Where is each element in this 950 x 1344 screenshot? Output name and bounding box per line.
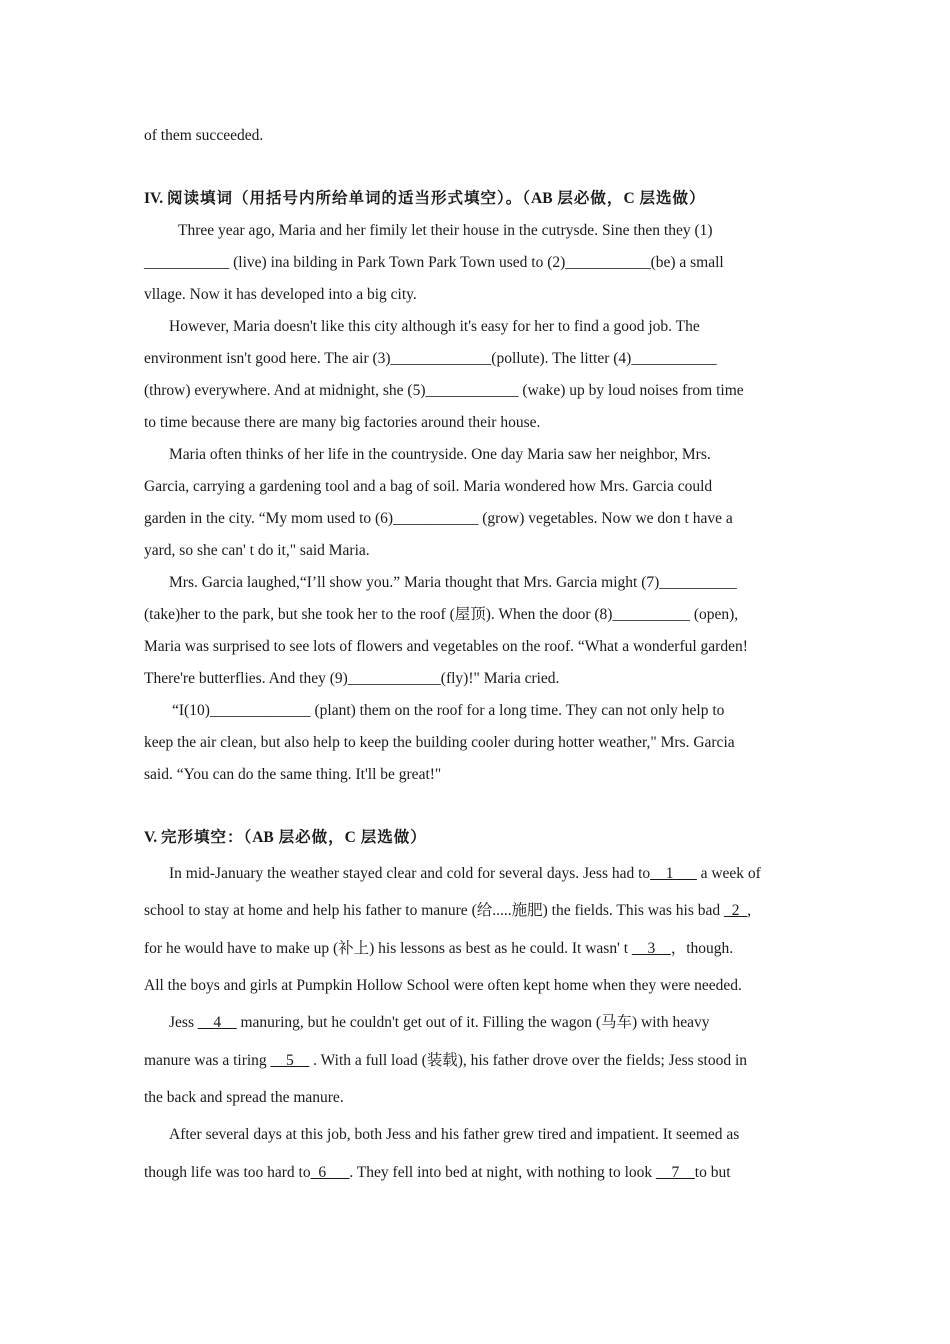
paragraph-line: keep the air clean, but also help to keep the building cooler during hotter weather," Mrs. Garcia <box>144 734 735 751</box>
section-4-title-mid: 层必做， <box>552 190 624 207</box>
paragraph-line: environment isn't good here. The air (3)_____________(pollute). The litter (4)___________ <box>144 350 717 367</box>
paragraph-line: to time because there are many big factories around their house. <box>144 414 541 431</box>
section-5-number: V. <box>144 829 161 846</box>
paragraph-line: (throw) everywhere. And at midnight, she (5)____________ (wake) up by loud noises from time <box>144 382 744 399</box>
paragraph-line: However, Maria doesn't like this city although it's easy for her to find a good job. The <box>169 318 700 335</box>
cloze-text: the back and spread the manure. <box>144 1089 344 1106</box>
section-4-level-ab: AB <box>531 190 553 207</box>
cloze-line <box>144 1163 731 1183</box>
section-5-level-ab: AB <box>252 829 274 846</box>
cloze-text: ，though. <box>670 940 734 957</box>
paragraph-line: said. “You can do the same thing. It'll be great!" <box>144 766 442 783</box>
cloze-line <box>144 939 733 959</box>
cloze-text: school to stay at home and help his father to manure (给.....施肥) the fields. This was his bad <box>144 902 724 919</box>
paragraph-line: Three year ago, Maria and her fimily let their house in the cutrysde. Sine then they (1) <box>178 222 713 239</box>
cloze-text: . With a full load (装载), his father drove over the fields; Jess stood in <box>309 1052 748 1069</box>
cloze-text: All the boys and girls at Pumpkin Hollow School were often kept home when they were needed. <box>144 977 742 994</box>
cloze-text: Jess <box>169 1014 198 1031</box>
section-4-heading <box>144 189 706 209</box>
paragraph-line: ___________ (live) ina bilding in Park Town Park Town used to (2)___________(be) a small <box>144 254 724 271</box>
section-4-level-c: C <box>623 190 635 207</box>
paragraph-line: Mrs. Garcia laughed,“I’ll show you.” Maria thought that Mrs. Garcia might (7)__________ <box>169 574 737 591</box>
paragraph-line: (take)her to the park, but she took her to the roof (屋顶). When the door (8)__________ (open), <box>144 606 739 623</box>
section-4-title-cn: 阅读填词（用括号内所给单词的适当形式填空）。（ <box>166 190 531 207</box>
blank-7: __7__ <box>656 1164 695 1181</box>
blank-2: _2_ <box>724 902 748 919</box>
section-5-level-c: C <box>344 829 356 846</box>
cloze-line <box>144 1051 747 1071</box>
cloze-text: a week of <box>696 865 761 882</box>
paragraph-line: vllage. Now it has developed into a big city. <box>144 286 417 303</box>
section-4-title-end: 层选做） <box>634 190 706 207</box>
blank-1: __1___ <box>650 865 697 882</box>
cloze-text: for he would have to make up (补上) his lessons as best as he could. It wasn' t <box>144 940 632 957</box>
cloze-text: to but <box>694 1164 731 1181</box>
cloze-text: In mid-January the weather stayed clear and cold for several days. Jess had to <box>169 865 651 882</box>
blank-5: __5__ <box>270 1052 310 1069</box>
cloze-text: manure was a tiring <box>144 1052 271 1069</box>
cloze-text: After several days at this job, both Jess and his father grew tired and impatient. It seemed as <box>169 1126 740 1143</box>
cloze-text: , <box>747 902 752 919</box>
paragraph-line: Maria often thinks of her life in the countryside. One day Maria saw her neighbor, Mrs. <box>169 446 711 463</box>
paragraph-line: Garcia, carrying a gardening tool and a bag of soil. Maria wondered how Mrs. Garcia could <box>144 478 713 495</box>
section-5-title-cn: 完形填空：（ <box>160 829 253 846</box>
section-5-title-end: 层选做） <box>355 829 427 846</box>
cloze-line <box>169 1013 710 1033</box>
cloze-line <box>169 864 761 884</box>
section-5-heading <box>144 828 427 848</box>
blank-4: __4__ <box>197 1014 237 1031</box>
blank-3: __3__ <box>631 940 671 957</box>
blank-6: _6___ <box>310 1164 350 1181</box>
section-4-number: IV. <box>144 190 167 207</box>
cloze-line <box>169 1125 739 1145</box>
cloze-line <box>144 976 742 996</box>
continued-text: of them succeeded. <box>144 127 264 144</box>
paragraph-line: Maria was surprised to see lots of flowers and vegetables on the roof. “What a wonderful garden! <box>144 638 748 655</box>
cloze-text: manuring, but he couldn't get out of it. Filling the wagon (马车) with heavy <box>236 1014 710 1031</box>
paragraph-line: “I(10)_____________ (plant) them on the roof for a long time. They can not only help to <box>172 702 725 719</box>
paragraph-line: There're butterflies. And they (9)____________(fly)!" Maria cried. <box>144 670 560 687</box>
cloze-text: . They fell into bed at night, with nothing to look <box>349 1164 657 1181</box>
paragraph-line: yard, so she can' t do it," said Maria. <box>144 542 370 559</box>
cloze-text: though life was too hard to <box>144 1164 311 1181</box>
cloze-line <box>144 1088 344 1108</box>
paragraph-line: garden in the city. “My mom used to (6)___________ (grow) vegetables. Now we don t have a <box>144 510 733 527</box>
section-5-title-mid: 层必做， <box>273 829 345 846</box>
cloze-line <box>144 901 751 921</box>
